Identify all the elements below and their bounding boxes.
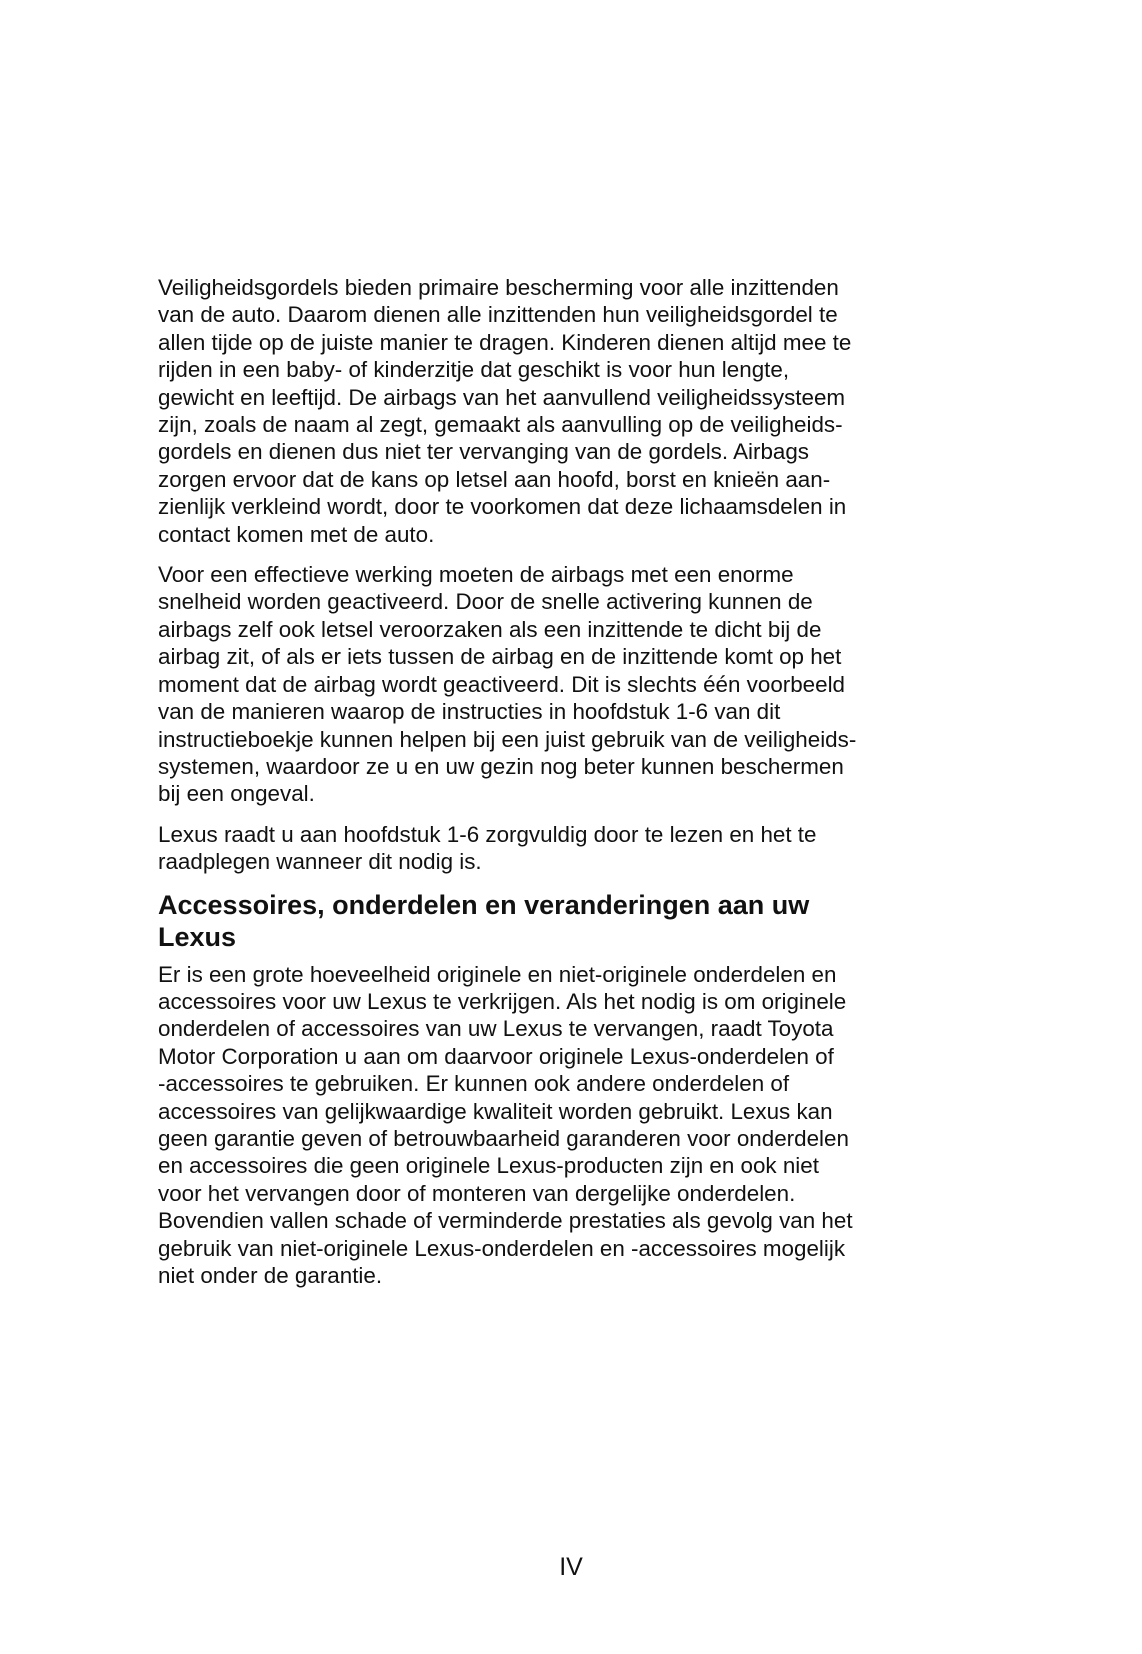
paragraph-seatbelts (158, 274, 938, 548)
text-line: allen tijde op de juiste manier te dragen. Kinderen dienen altijd mee te (158, 329, 852, 355)
text-line: instructieboekje kunnen helpen bij een juist gebruik van de veiligheids- (158, 726, 857, 752)
text-line: Er is een grote hoeveelheid originele en niet-originele onderdelen en (158, 961, 837, 987)
text-line: bij een ongeval. (158, 781, 315, 807)
text-line: accessoires van gelijkwaardige kwaliteit worden gebruikt. Lexus kan (158, 1098, 833, 1124)
text-line: onderdelen of accessoires van uw Lexus te vervangen, raadt Toyota (158, 1016, 834, 1042)
text-line: airbag zit, of als er iets tussen de airbag en de inzittende komt op het (158, 644, 842, 670)
page-content (158, 274, 938, 1302)
heading-line: Lexus (158, 921, 237, 952)
page-number: IV (559, 1553, 583, 1581)
text-line: Motor Corporation u aan om daarvoor originele Lexus-onderdelen of (158, 1043, 834, 1069)
paragraph-airbags (158, 561, 938, 808)
heading-line: Accessoires, onderdelen en veranderingen aan uw (158, 889, 810, 920)
text-line: Veiligheidsgordels bieden primaire bescherming voor alle inzittenden (158, 275, 839, 300)
text-line: Bovendien vallen schade of verminderde prestaties als gevolg van het (158, 1208, 853, 1234)
text-line: gewicht en leeftijd. De airbags van het aanvullend veiligheidssysteem (158, 384, 846, 410)
text-line: van de manieren waarop de instructies in hoofdstuk 1-6 van dit (158, 699, 781, 725)
text-line: zorgen ervoor dat de kans op letsel aan hoofd, borst en knieën aan- (158, 466, 831, 492)
text-line: rijden in een baby- of kinderzitje dat geschikt is voor hun lengte, (158, 357, 790, 383)
text-line: airbags zelf ook letsel veroorzaken als een inzittende te dicht bij de (158, 616, 822, 642)
text-line: van de auto. Daarom dienen alle inzittenden hun veiligheidsgordel te (158, 302, 838, 328)
text-line: gordels en dienen dus niet ter vervanging van de gordels. Airbags (158, 439, 810, 465)
text-line: gebruik van niet-originele Lexus-onderdelen en -accessoires mogelijk (158, 1235, 846, 1261)
text-line: moment dat de airbag wordt geactiveerd. Dit is slechts één voorbeeld (158, 671, 846, 697)
text-line: niet onder de garantie. (158, 1263, 383, 1288)
text-line: Voor een effectieve werking moeten de airbags met een enorme (158, 562, 794, 588)
text-line: zienlijk verkleind wordt, door te voorkomen dat deze lichaamsdelen in (158, 494, 847, 520)
paragraph-recommendation (158, 821, 938, 876)
text-line: accessoires voor uw Lexus te verkrijgen. Als het nodig is om originele (158, 988, 847, 1014)
text-line: en accessoires die geen originele Lexus-producten zijn en ook niet (158, 1153, 819, 1179)
text-line: snelheid worden geactiveerd. Door de snelle activering kunnen de (158, 589, 813, 615)
text-line: contact komen met de auto. (158, 521, 435, 547)
text-line: geen garantie geven of betrouwbaarheid garanderen voor onderdelen (158, 1125, 849, 1151)
text-line: raadplegen wanneer dit nodig is. (158, 849, 482, 875)
section-heading (158, 889, 938, 953)
text-line: voor het vervangen door of monteren van dergelijke onderdelen. (158, 1180, 796, 1206)
paragraph-accessories (158, 961, 938, 1290)
text-line: Lexus raadt u aan hoofdstuk 1-6 zorgvuldig door te lezen en het te (158, 821, 817, 847)
text-line: systemen, waardoor ze u en uw gezin nog beter kunnen beschermen (158, 753, 844, 779)
text-line: -accessoires te gebruiken. Er kunnen ook andere onderdelen of (158, 1071, 790, 1097)
text-line: zijn, zoals de naam al zegt, gemaakt als aanvulling op de veiligheids- (158, 412, 843, 438)
